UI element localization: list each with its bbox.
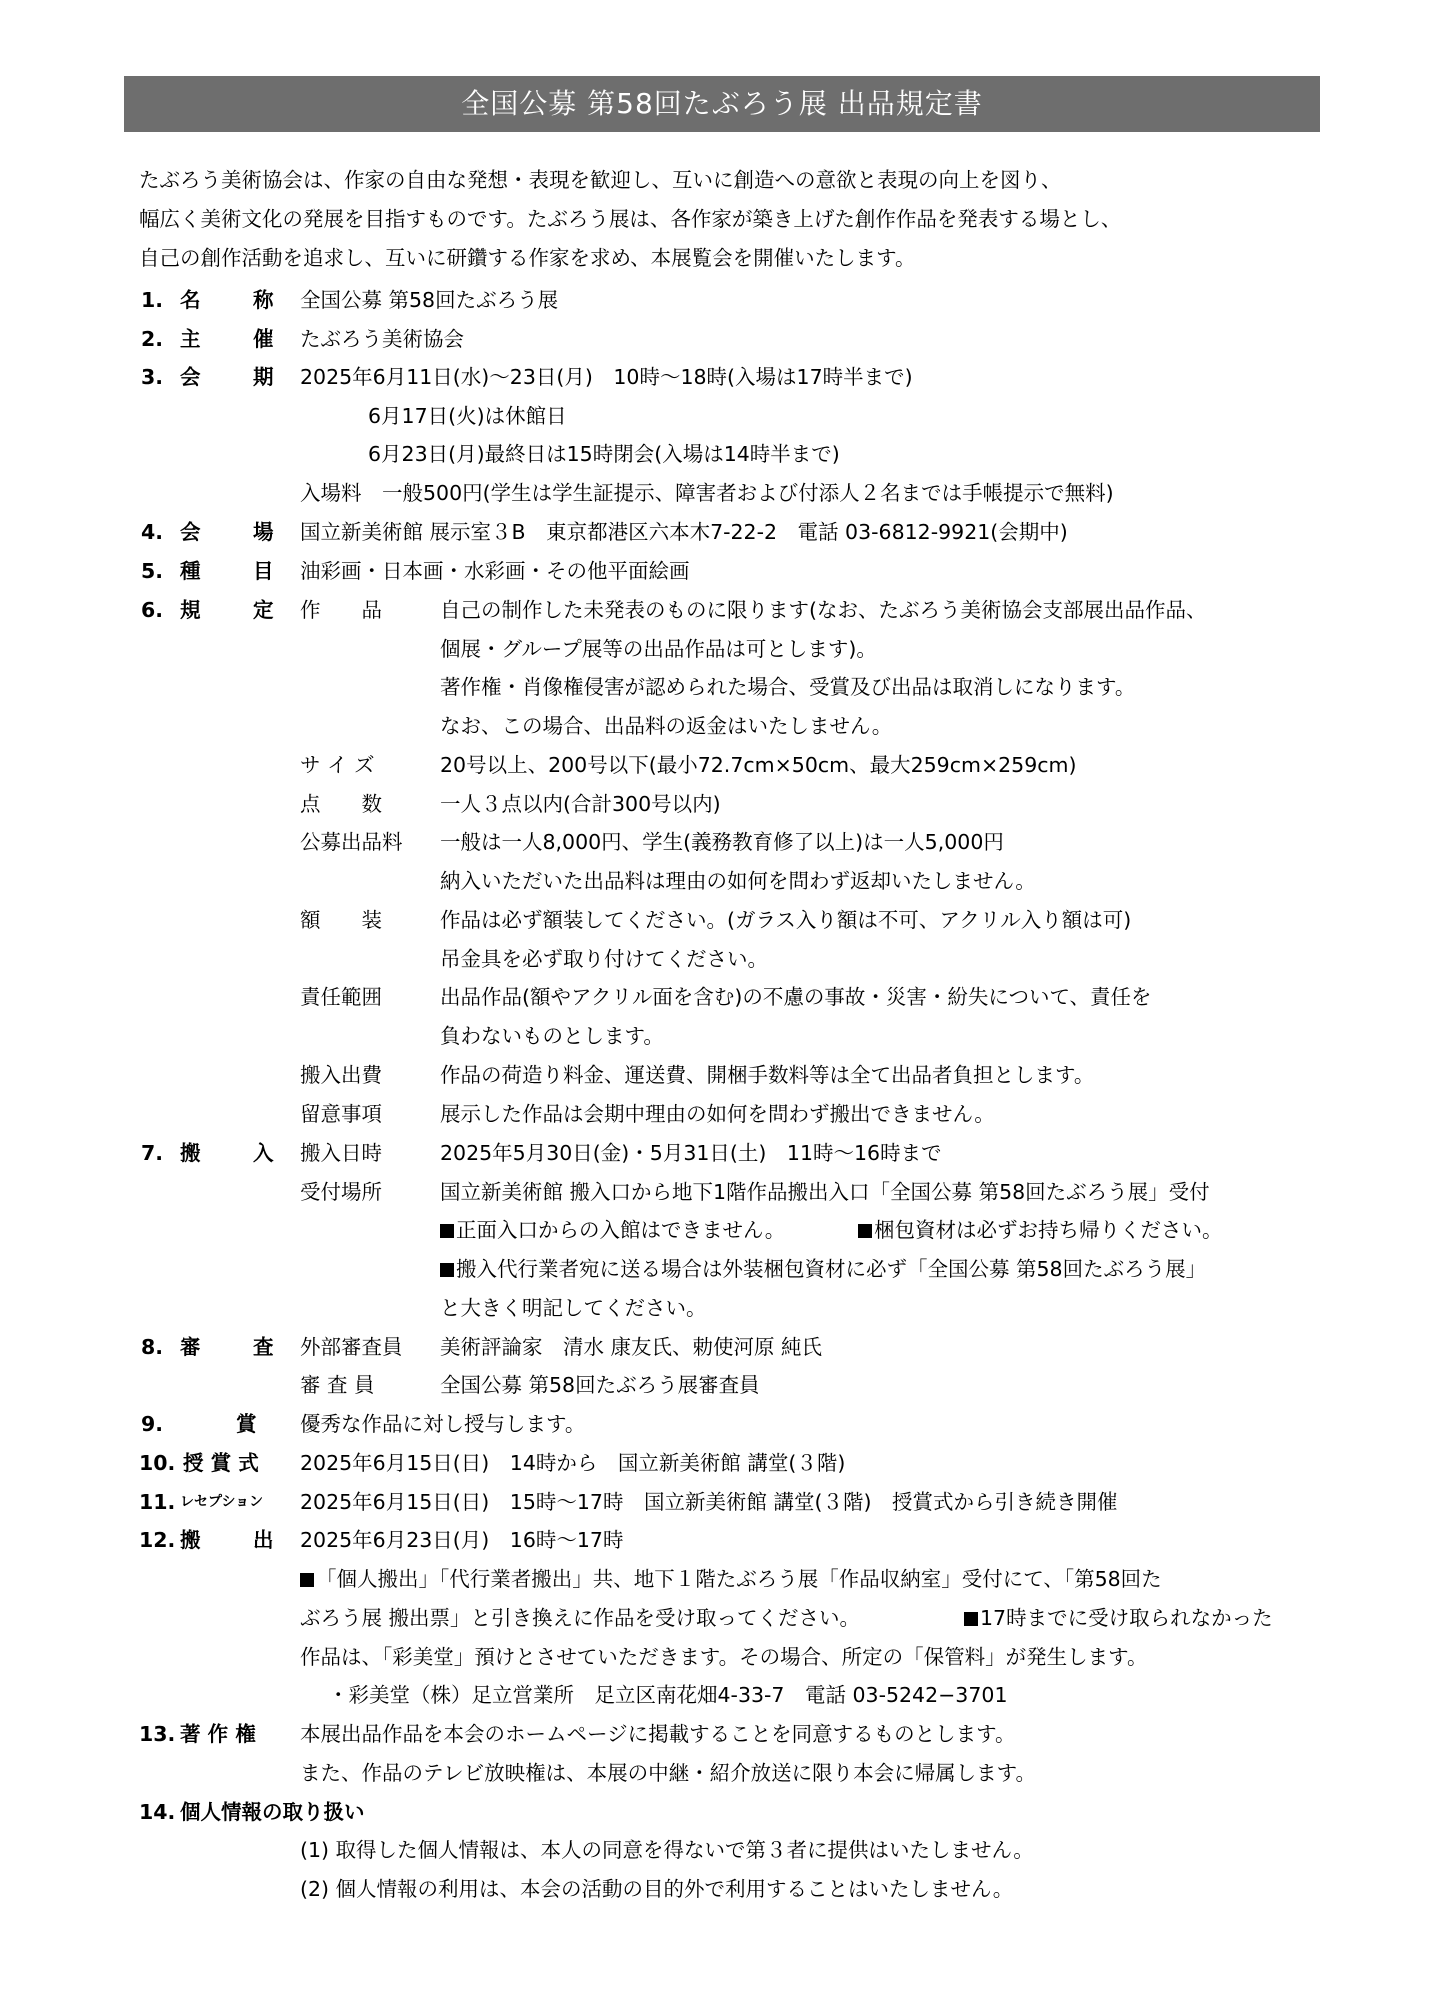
section-heading-char: 搬 <box>180 1141 201 1165</box>
section-number: 7. <box>141 1141 164 1165</box>
sub-item-label: サ イ ズ <box>300 753 375 777</box>
section-value: また、作品のテレビ放映権は、本展の中継・紹介放送に限り本会に帰属します。 <box>300 1761 1036 1785</box>
sub-item-value: 一人３点以内(合計300号以内) <box>440 792 721 816</box>
section-heading: レセプション <box>180 1494 264 1510</box>
section-value: (1) 取得した個人情報は、本人の同意を得ないで第３者に提供はいたしません。 <box>300 1838 1034 1862</box>
section-value: 国立新美術館 展示室３B 東京都港区六本木7-22-2 電話 03-6812-9921(会期中) <box>300 520 1068 544</box>
document-title: 全国公募 第58回たぶろう展 出品規定書 <box>124 76 1320 132</box>
section-number: 6. <box>141 598 164 622</box>
sub-item-label: 搬入日時 <box>300 1141 382 1165</box>
intro-line-2: 幅広く美術文化の発展を目指すものです。たぶろう展は、各作家が築き上げた創作作品を発表する場とし、 <box>139 207 1122 231</box>
section-heading-char: 名 <box>180 288 201 312</box>
section-number: 3. <box>141 365 164 389</box>
section-value: 入場料 一般500円(学生は学生証提示、障害者および付添人２名までは手帳提示で無料) <box>300 481 1114 505</box>
section-heading-char: 期 <box>253 365 274 389</box>
notice-line: 搬入代行業者宛に送る場合は外装梱包資材に必ず「全国公募 第58回たぶろう展」 <box>440 1249 1206 1289</box>
notice-line: 梱包資材は必ずお持ち帰りください。 <box>858 1210 1223 1250</box>
section-heading-char: 査 <box>253 1335 274 1359</box>
section-heading-char: 目 <box>253 559 274 583</box>
sub-item-label: 作 品 <box>300 598 382 622</box>
sub-item-value: 一般は一人8,000円、学生(義務教育修了以上)は一人5,000円 <box>440 830 1004 854</box>
section-heading-char: 場 <box>253 520 274 544</box>
section-number: 2. <box>141 327 164 351</box>
intro-line-3: 自己の創作活動を追求し、互いに研鑽する作家を求め、本展覧会を開催いたします。 <box>139 246 916 270</box>
section-number: 1. <box>141 288 164 312</box>
section-number: 10. <box>139 1451 176 1475</box>
notice-line: 「個人搬出」「代行業者搬出」共、地下１階たぶろう展「作品収納室」受付にて、「第58回た <box>300 1559 1162 1599</box>
section-number: 8. <box>141 1335 164 1359</box>
sub-item-value: 美術評論家 清水 康友氏、勅使河原 純氏 <box>440 1335 823 1359</box>
sub-item-value: と大きく明記してください。 <box>440 1296 707 1320</box>
section-heading-char: 称 <box>253 288 274 312</box>
section-heading: 著 作 権 <box>180 1722 256 1746</box>
section-value: 6月17日(火)は休館日 <box>368 404 567 428</box>
section-value: 優秀な作品に対し授与します。 <box>300 1412 586 1436</box>
section-value: 2025年6月15日(日) 15時〜17時 国立新美術館 講堂(３階) 授賞式から引き続き開催 <box>300 1490 1118 1514</box>
section-value: 2025年6月23日(月) 16時〜17時 <box>300 1528 624 1552</box>
section-heading: 賞 <box>236 1412 257 1436</box>
square-bullet-icon <box>858 1224 872 1238</box>
section-value: 2025年6月15日(日) 14時から 国立新美術館 講堂(３階) <box>300 1451 846 1475</box>
sub-item-label: 責任範囲 <box>300 985 382 1009</box>
sub-item-label: 受付場所 <box>300 1180 382 1204</box>
sub-item-value: 納入いただいた出品料は理由の如何を問わず返却いたしません。 <box>440 869 1036 893</box>
section-heading-char: 規 <box>180 598 201 622</box>
square-bullet-icon <box>440 1263 454 1277</box>
section-heading-char: 搬 <box>180 1528 201 1552</box>
sub-item-value: なお、この場合、出品料の返金はいたしません。 <box>440 714 893 738</box>
notice-line: 正面入口からの入館はできません。 <box>440 1210 785 1250</box>
section-heading-char: 催 <box>253 327 274 351</box>
section-value: 作品は、「彩美堂」預けとさせていただきます。その場合、所定の「保管料」が発生します。 <box>300 1645 1148 1669</box>
section-heading-char: 主 <box>180 327 201 351</box>
section-value: 本展出品作品を本会のホームページに掲載することを同意するものとします。 <box>300 1722 1016 1746</box>
section-number: 9. <box>141 1412 164 1436</box>
sub-item-value: 自己の制作した未発表のものに限ります(なお、たぶろう美術協会支部展出品作品、 <box>440 598 1207 622</box>
section-value: たぶろう美術協会 <box>300 327 464 351</box>
section-heading-char: 会 <box>180 520 201 544</box>
sub-item-label: 留意事項 <box>300 1102 382 1126</box>
section-heading: 個人情報の取り扱い <box>180 1800 365 1824</box>
section-value: ぶろう展 搬出票」と引き換えに作品を受け取ってください。 <box>300 1606 861 1630</box>
sub-item-value: 個展・グループ展等の出品作品は可とします)。 <box>440 637 877 661</box>
sub-item-label: 外部審査員 <box>300 1335 403 1359</box>
square-bullet-icon <box>964 1612 978 1626</box>
section-heading-char: 定 <box>253 598 274 622</box>
sub-item-label: 審 査 員 <box>300 1373 375 1397</box>
section-heading: 授 賞 式 <box>183 1451 259 1475</box>
sub-item-value: 負わないものとします。 <box>440 1024 664 1048</box>
sub-item-label: 搬入出費 <box>300 1063 382 1087</box>
section-number: 11. <box>139 1490 176 1514</box>
sub-item-value: 出品作品(額やアクリル面を含む)の不慮の事故・災害・紛失について、責任を <box>440 985 1152 1009</box>
section-heading-char: 入 <box>253 1141 274 1165</box>
section-heading-char: 審 <box>180 1335 201 1359</box>
sub-item-label: 点 数 <box>300 792 382 816</box>
section-heading-char: 出 <box>253 1528 274 1552</box>
sub-item-value: 展示した作品は会期中理由の如何を問わず搬出できません。 <box>440 1102 995 1126</box>
section-heading-char: 種 <box>180 559 201 583</box>
section-heading-char: 会 <box>180 365 201 389</box>
section-number: 5. <box>141 559 164 583</box>
section-value: 油彩画・日本画・水彩画・その他平面絵画 <box>300 559 690 583</box>
sub-item-value: 作品は必ず額装してください。(ガラス入り額は不可、アクリル入り額は可) <box>440 908 1132 932</box>
section-number: 13. <box>139 1722 176 1746</box>
notice-line: 17時までに受け取られなかった <box>964 1598 1273 1638</box>
square-bullet-icon <box>300 1573 314 1587</box>
sub-item-value: 吊金具を必ず取り付けてください。 <box>440 947 768 971</box>
section-number: 4. <box>141 520 164 544</box>
square-bullet-icon <box>440 1224 454 1238</box>
section-value: (2) 個人情報の利用は、本会の活動の目的外で利用することはいたしません。 <box>300 1877 1014 1901</box>
section-value: 2025年6月11日(水)〜23日(月) 10時〜18時(入場は17時半まで) <box>300 365 913 389</box>
sub-item-value: 国立新美術館 搬入口から地下1階作品搬出入口「全国公募 第58回たぶろう展」受付 <box>440 1180 1210 1204</box>
sub-item-label: 額 装 <box>300 908 382 932</box>
section-value: ・彩美堂（株）足立営業所 足立区南花畑4-33-7 電話 03-5242−3701 <box>328 1683 1008 1707</box>
section-number: 12. <box>139 1528 176 1552</box>
sub-item-value: 20号以上、200号以下(最小72.7cm×50cm、最大259cm×259cm) <box>440 753 1077 777</box>
section-value: 全国公募 第58回たぶろう展 <box>300 288 559 312</box>
sub-item-label: 公募出品料 <box>300 830 403 854</box>
sub-item-value: 全国公募 第58回たぶろう展審査員 <box>440 1373 760 1397</box>
sub-item-value: 著作権・肖像権侵害が認められた場合、受賞及び出品は取消しになります。 <box>440 675 1136 699</box>
section-value: 6月23日(月)最終日は15時閉会(入場は14時半まで) <box>368 442 840 466</box>
section-number: 14. <box>139 1800 176 1824</box>
sub-item-value: 作品の荷造り料金、運送費、開梱手数料等は全て出品者負担とします。 <box>440 1063 1095 1087</box>
sub-item-value: 2025年5月30日(金)・5月31日(土) 11時〜16時まで <box>440 1141 942 1165</box>
intro-line-1: たぶろう美術協会は、作家の自由な発想・表現を歓迎し、互いに創造への意欲と表現の向上を図り、 <box>139 168 1062 192</box>
